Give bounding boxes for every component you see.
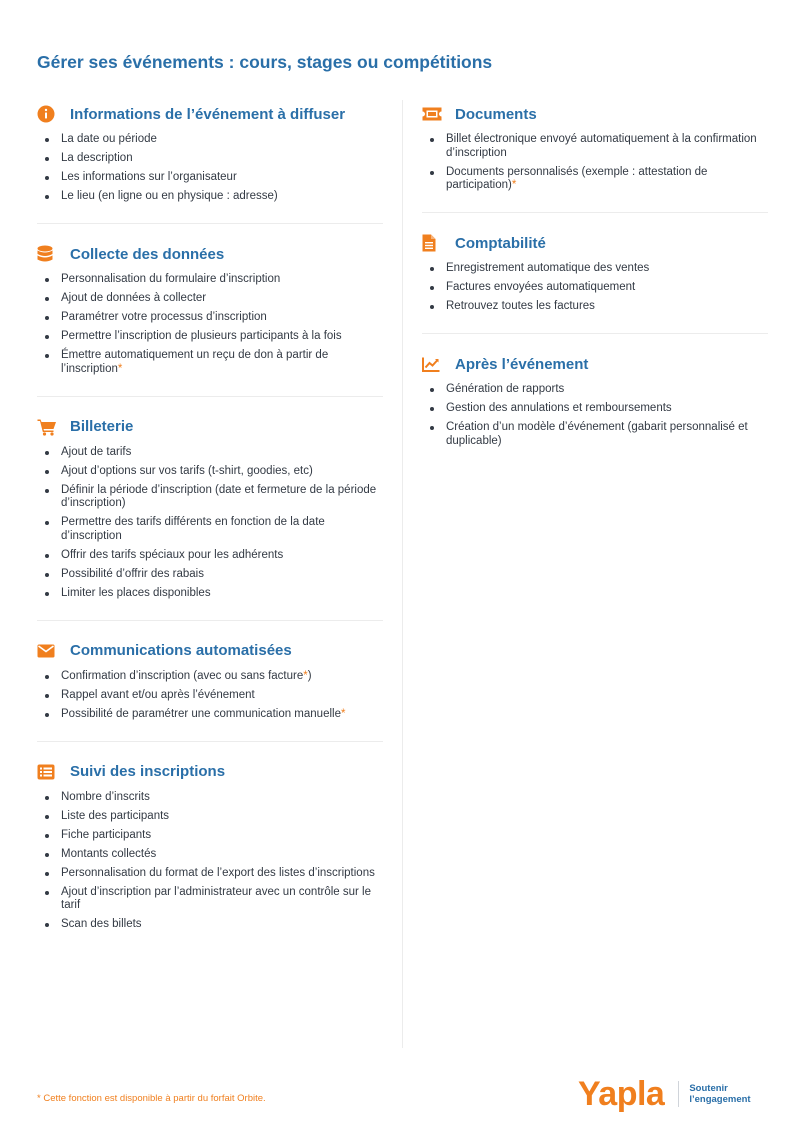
orbite-asterisk: * [117,362,123,375]
item-text: Les informations sur l’organisateur [61,171,237,183]
item-text: Permettre l’inscription de plusieurs participants à la fois [61,330,342,342]
item-text: Enregistrement automatique des ventes [446,262,650,274]
list-item [37,292,383,306]
item-text: Personnalisation du format de l’export des listes d’inscriptions [61,866,375,879]
section-title: Après l’événement [455,355,589,373]
list-item [37,918,383,932]
item-text: Confirmation d’inscription (avec ou sans facture [61,669,304,682]
list-item [37,791,383,805]
item-text: Le lieu (en ligne ou en physique : adresse) [61,190,278,202]
list-item [37,133,383,147]
section-title: Communications automatisées [70,642,292,659]
section-header [422,353,768,375]
footnote: * Cette fonction est disponible à partir du forfait Orbite. [37,1093,266,1104]
yapla-logo: Yapla [578,1075,665,1113]
feature-list [422,133,768,193]
list-item [422,300,768,314]
item-text: Documents personnalisés (exemple : attestation de participation) [446,165,708,191]
item-text: Offrir des tarifs spéciaux pour les adhérents [61,548,284,561]
list-item [37,689,383,703]
left-column [37,103,383,970]
item-text: Personnalisation du formulaire d’inscription [61,273,281,285]
item-text: Paramétrer votre processus d’inscription [61,311,267,323]
list-item [422,402,768,416]
item-text: Nombre d’inscrits [61,790,150,803]
list-item [37,516,383,543]
section-header [37,640,383,662]
section-title: Suivi des inscriptions [70,763,226,780]
list-item [422,262,768,276]
list-item [37,867,383,881]
orbite-asterisk: * [340,707,346,720]
section-header [422,103,768,125]
item-text: Scan des billets [61,918,142,930]
section-comptabilite [422,232,768,334]
envelope-icon [37,640,59,662]
list-item [37,484,383,511]
list-item [422,133,768,160]
item-text: La date ou période [61,133,157,145]
section-header [422,232,768,254]
list-item [422,166,768,193]
item-text: Ajout d’inscription par l’administrateur avec un contrôle sur le tarif [61,885,372,911]
list-item [422,421,768,448]
feature-list [422,383,768,448]
list-item [37,549,383,563]
list-item [37,810,383,824]
item-text: Génération de rapports [446,383,565,395]
section-title: Collecte des données [70,245,225,263]
item-text: Ajout de tarifs [61,445,132,458]
section-suivi [37,761,383,952]
section-title: Informations de l’événement à diffuser [70,105,346,123]
line-chart-icon [422,353,444,375]
list-item [37,446,383,460]
section-header [37,103,383,125]
section-header [37,761,383,783]
list-item [37,587,383,601]
item-text: Possibilité d’offrir des rabais [61,567,204,580]
column-divider [402,100,403,1048]
section-informations [37,103,383,224]
section-title: Billeterie [70,418,134,435]
feature-list [37,446,383,601]
orbite-asterisk: * [303,669,308,682]
item-text: Gestion des annulations et remboursements [446,402,672,414]
feature-list [37,791,383,932]
info-circle-icon [37,103,59,125]
feature-list [422,262,768,314]
item-text: Factures envoyées automatiquement [446,281,636,293]
list-item [37,848,383,862]
file-icon [422,232,444,254]
feature-list [37,133,383,204]
section-communications [37,640,383,742]
shopping-cart-icon [37,416,59,438]
list-item [37,152,383,166]
item-text: Limiter les places disponibles [61,586,211,599]
item-text: Permettre des tarifs différents en fonction de la date d’inscription [61,516,325,542]
page-title: Gérer ses événements : cours, stages ou compétitions [37,52,493,72]
section-header [37,416,383,438]
database-icon [37,243,59,265]
list-item [37,670,383,684]
list-item [37,311,383,325]
section-title: Documents [455,105,537,123]
feature-list [37,670,383,722]
section-apres [422,353,768,468]
item-text: Liste des participants [61,809,170,822]
list-item [37,568,383,582]
section-collecte [37,243,383,397]
brand-tagline: Soutenir l’engagement [689,1083,751,1105]
item-text: Possibilité de paramétrer une communication manuelle [61,707,341,720]
list-item [37,829,383,843]
section-documents [422,103,768,213]
brand [578,1074,763,1114]
item-text: La description [61,152,133,164]
item-text: Rappel avant et/ou après l’événement [61,688,255,701]
right-column [422,103,768,487]
list-item [37,465,383,479]
list-item [422,383,768,397]
list-item [37,190,383,204]
feature-list [37,273,383,376]
list-item [37,330,383,344]
orbite-asterisk: * [511,179,517,191]
item-text-suffix: ) [307,669,312,682]
section-billeterie [37,416,383,621]
item-text: Création d’un modèle d’événement (gabarit personnalisé et duplicable) [446,421,748,447]
item-text: Définir la période d’inscription (date et fermeture de la période d’inscription) [61,483,377,509]
item-text: Ajout de données à collecter [61,292,207,304]
list-item [37,171,383,185]
item-text: Ajout d’options sur vos tarifs (t-shirt, goodies, etc) [61,464,313,477]
brand-separator [678,1081,679,1107]
item-text: Montants collectés [61,847,157,860]
item-text: Retrouvez toutes les factures [446,300,595,312]
list-item [37,273,383,287]
item-text: Fiche participants [61,828,152,841]
list-item [37,708,383,722]
section-title: Comptabilité [455,234,546,252]
list-item [422,281,768,295]
list-icon [37,761,59,783]
list-item [37,886,383,913]
list-item [37,349,383,376]
ticket-icon [422,103,444,125]
section-header [37,243,383,265]
item-text: Émettre automatiquement un reçu de don à partir de l’inscription [61,349,329,375]
item-text: Billet électronique envoyé automatiquement à la confirmation d’inscription [446,133,757,159]
